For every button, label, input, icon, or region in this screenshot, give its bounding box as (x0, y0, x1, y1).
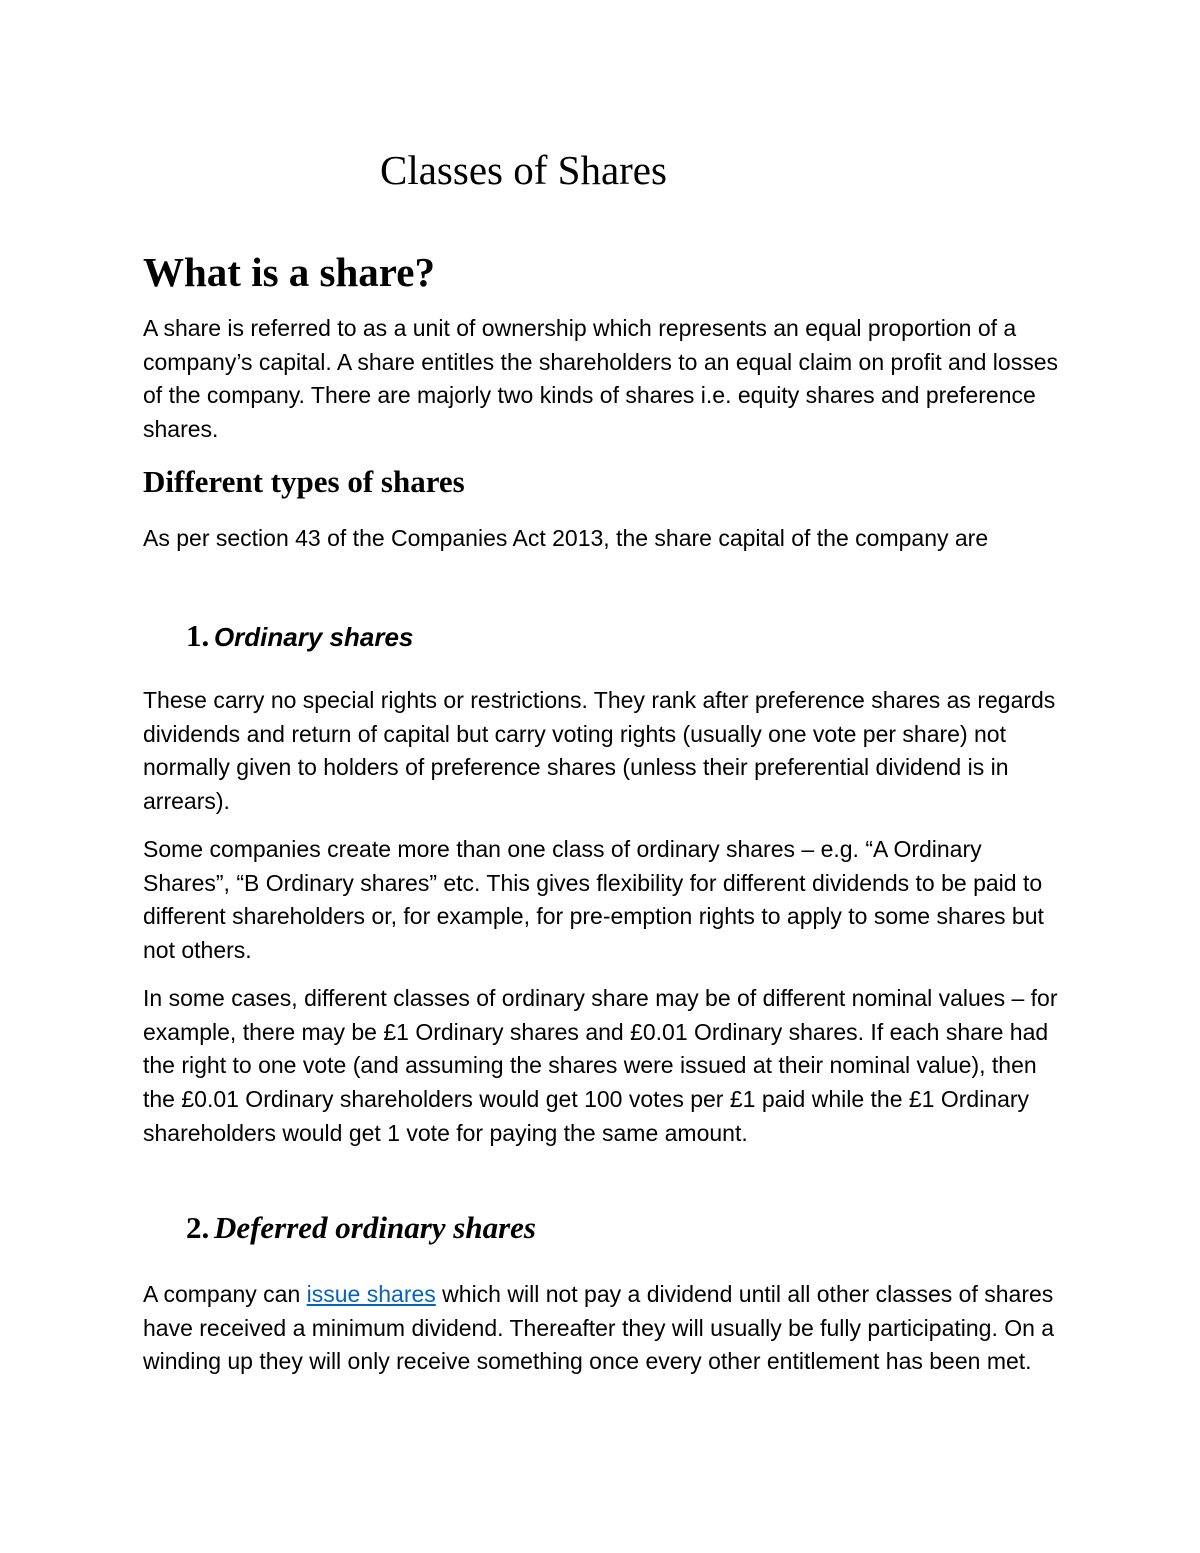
issue-shares-link[interactable]: issue shares (306, 1281, 436, 1307)
paragraph-share-definition: A share is referred to as a unit of ownership which represents an equal proportion of a company’s capital. A share entitles the shareholders to an equal claim on profit and losses of the company. There are majorly two kinds of shares i.e. equity shares and preference shares. (143, 315, 1059, 443)
paragraph-deferred-text-start: A company can (143, 1281, 307, 1307)
list-number: 1. (186, 618, 210, 653)
paragraph-ordinary-classes: Some companies create more than one class of ordinary shares – e.g. “A Ordinary Shares”, “B Ordinary shares” etc. This gives flexibility for different dividends to be paid to different shareholders or, for example, for pre-emption rights to apply to some shares but not others. (143, 836, 1044, 964)
heading-ordinary-shares (186, 614, 413, 663)
heading-deferred-label: Deferred ordinary shares (213, 1210, 536, 1245)
heading-different-types: Different types of shares (143, 464, 465, 499)
paragraph-deferred (143, 1278, 1073, 1379)
document-title: Classes of Shares (380, 147, 667, 193)
paragraph-ordinary-rights: These carry no special rights or restrictions. They rank after preference shares as regards dividends and return of capital but carry voting rights (usually one vote per share) not normally given to holders of preference shares (unless their preferential dividend is in arrears). (143, 687, 1056, 815)
heading-ordinary-shares-label: Ordinary shares (213, 622, 414, 652)
heading-what-is-a-share: What is a share? (143, 249, 435, 295)
paragraph-ordinary-nominal: In some cases, different classes of ordinary share may be of different nominal values – for example, there may be £1 Ordinary shares and £0.01 Ordinary shares. If each share had the right to one vote (and assuming the shares were issued at their nominal value), then the £0.01 Ordinary shareholders would get 100 votes per £1 paid while the £1 Ordinary shareholders would get 1 vote for paying the same amount. (143, 985, 1058, 1146)
heading-deferred-ordinary-shares (186, 1206, 536, 1255)
list-number: 2. (186, 1210, 210, 1245)
paragraph-section-43: As per section 43 of the Companies Act 2013, the share capital of the company are (143, 525, 989, 551)
paragraph-deferred-text-end: which will not pay a dividend until all other classes of shares have received a minimum dividend. Thereafter they will usually be fully participating. On a winding up they will only receive something once every other entitlement has been met. (143, 1281, 1055, 1375)
